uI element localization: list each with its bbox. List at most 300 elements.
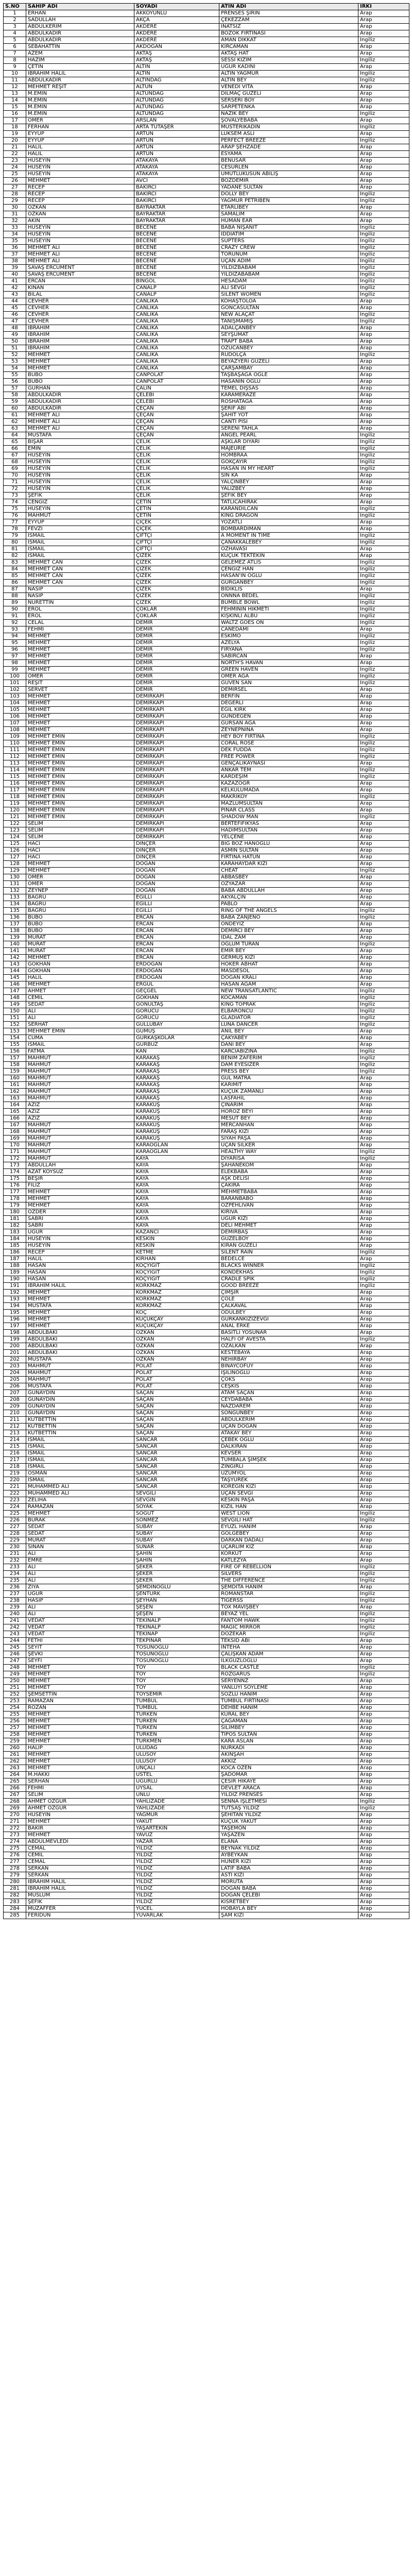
cell-sno: 255: [4, 1711, 26, 1718]
cell-horse-name: TEKSİD ABİ: [219, 1638, 358, 1645]
cell-sno: 151: [4, 1015, 26, 1022]
cell-owner-surname: ULUSOY: [134, 1752, 219, 1758]
cell-owner-name: GÜNAYDIN: [26, 1403, 134, 1410]
table-row: [4, 781, 409, 787]
cell-owner-name: MEHMET: [26, 727, 134, 734]
cell-owner-surname: ÜNÇALI: [134, 1765, 219, 1772]
table-row: [4, 626, 409, 633]
cell-horse-name: AŞKLAR DİYARI: [219, 439, 358, 446]
cell-sno: 59: [4, 399, 26, 405]
cell-horse-name: GÖLGEBEY: [219, 1531, 358, 1537]
table-row: [4, 787, 409, 794]
cell-horse-name: ÖZPEHLİVAN: [219, 1202, 358, 1209]
cell-sno: 93: [4, 626, 26, 633]
table-row: [4, 151, 409, 158]
cell-sno: 28: [4, 191, 26, 198]
cell-owner-name: EMRE: [26, 1557, 134, 1564]
cell-horse-name: A MOMENT IN TIME: [219, 533, 358, 539]
cell-owner-surname: POLAT: [134, 1383, 219, 1390]
cell-sno: 5: [4, 37, 26, 44]
cell-horse-name: ALİ SEVGİ: [219, 285, 358, 292]
table-row: [4, 64, 409, 71]
cell-horse-name: TİGERSS: [219, 1598, 358, 1604]
cell-horse-name: TAŞEMON: [219, 1825, 358, 1832]
cell-owner-surname: ARTUN: [134, 138, 219, 144]
cell-breed: Arap: [358, 1745, 409, 1752]
cell-breed: İngiliz: [358, 513, 409, 519]
cell-owner-name: MAHMUT: [26, 1075, 134, 1082]
cell-owner-surname: DEMİR: [134, 626, 219, 633]
cell-sno: 20: [4, 138, 26, 144]
table-row: [4, 158, 409, 164]
cell-horse-name: ROSHATAĞA: [219, 399, 358, 405]
cell-horse-name: PRENSES ŞİRİN: [219, 10, 358, 17]
cell-breed: Arap: [358, 968, 409, 975]
cell-owner-name: ABDULBAKİ: [26, 1343, 134, 1350]
cell-owner-name: ABDULKADİR: [26, 392, 134, 399]
cell-owner-surname: SANCAR: [134, 1444, 219, 1450]
cell-breed: Arap: [358, 1490, 409, 1497]
cell-owner-name: MEHMET EMİN: [26, 807, 134, 814]
cell-sno: 268: [4, 1799, 26, 1805]
cell-owner-name: HÜSEYİN: [26, 459, 134, 466]
cell-horse-name: MAKRIKOY: [219, 794, 358, 801]
cell-breed: Arap: [358, 1718, 409, 1725]
cell-breed: Arap: [358, 1303, 409, 1310]
cell-owner-name: ABDULKADİR: [26, 30, 134, 37]
cell-owner-name: CUMA: [26, 1035, 134, 1042]
table-row: [4, 1156, 409, 1162]
table-row: [4, 1477, 409, 1484]
table-row: [4, 1705, 409, 1711]
cell-sno: 152: [4, 1022, 26, 1028]
cell-sno: 262: [4, 1758, 26, 1765]
cell-sno: 85: [4, 573, 26, 580]
table-row: [4, 1357, 409, 1363]
cell-breed: Arap: [358, 1819, 409, 1825]
cell-owner-name: SELİM: [26, 1792, 134, 1799]
cell-sno: 90: [4, 606, 26, 613]
cell-horse-name: ADALÇANBEY: [219, 325, 358, 332]
cell-owner-surname: SUBAY: [134, 1531, 219, 1537]
cell-breed: Arap: [358, 1457, 409, 1464]
cell-sno: 274: [4, 1839, 26, 1845]
cell-owner-surname: ÇELEBİ: [134, 392, 219, 399]
cell-breed: Arap: [358, 1886, 409, 1892]
cell-owner-surname: AKDERE: [134, 24, 219, 30]
table-row: [4, 1711, 409, 1718]
cell-sno: 254: [4, 1705, 26, 1711]
table-row: [4, 1517, 409, 1524]
cell-owner-surname: EĞİLLİ: [134, 894, 219, 901]
cell-sno: 50: [4, 338, 26, 345]
cell-owner-surname: POLAT: [134, 1363, 219, 1370]
cell-breed: Arap: [358, 1504, 409, 1511]
cell-breed: Arap: [358, 64, 409, 71]
table-row: [4, 1410, 409, 1417]
cell-horse-name: ÇAĞAMAN: [219, 1718, 358, 1725]
cell-horse-name: ÖMER AĞA: [219, 673, 358, 680]
cell-owner-name: BAĞRU: [26, 908, 134, 914]
cell-owner-name: MEHMET EMİN: [26, 781, 134, 787]
table-row: [4, 955, 409, 961]
cell-sno: 265: [4, 1778, 26, 1785]
cell-horse-name: GÜRSAN AĞA: [219, 720, 358, 727]
cell-horse-name: HOBAYLA BEY: [219, 1906, 358, 1912]
cell-owner-surname: GÜLLÜBAY: [134, 1022, 219, 1028]
cell-breed: İngiliz: [358, 285, 409, 292]
cell-sno: 58: [4, 392, 26, 399]
cell-owner-name: ERCAN: [26, 278, 134, 285]
cell-breed: Arap: [358, 164, 409, 171]
cell-breed: Arap: [358, 1129, 409, 1136]
table-row: [4, 1196, 409, 1202]
cell-horse-name: HESADAM: [219, 278, 358, 285]
table-row: [4, 1464, 409, 1470]
cell-breed: Arap: [358, 1531, 409, 1537]
cell-owner-name: ABDULBAKİ: [26, 1350, 134, 1357]
cell-breed: İngiliz: [358, 613, 409, 620]
cell-breed: İngiliz: [358, 1578, 409, 1584]
cell-owner-name: KUTBETTİN: [26, 1423, 134, 1430]
cell-sno: 37: [4, 251, 26, 258]
cell-owner-name: GÜNAYDIN: [26, 1397, 134, 1403]
cell-horse-name: GÜL MATRA: [219, 1075, 358, 1082]
cell-horse-name: BASİTLİ YOSUNAR: [219, 1330, 358, 1336]
cell-owner-surname: GÜRBÜZ: [134, 1042, 219, 1048]
cell-owner-name: MAHMUT: [26, 1370, 134, 1377]
cell-owner-name: MAHMUT: [26, 1089, 134, 1095]
cell-owner-name: REŞİT: [26, 680, 134, 687]
cell-owner-name: İSMAİL: [26, 533, 134, 539]
table-row: [4, 506, 409, 513]
cell-horse-name: ROZGARUS: [219, 1671, 358, 1678]
table-row: [4, 995, 409, 1002]
cell-sno: 3: [4, 24, 26, 30]
cell-breed: Arap: [358, 928, 409, 935]
cell-owner-name: ABDULKADİR: [26, 77, 134, 84]
table-row: [4, 1136, 409, 1142]
cell-owner-surname: YILDIZ: [134, 1845, 219, 1852]
cell-breed: İngiliz: [358, 1571, 409, 1578]
cell-horse-name: AYBEYKAN: [219, 1852, 358, 1859]
cell-owner-surname: YILDIZ: [134, 1866, 219, 1872]
cell-breed: İngiliz: [358, 452, 409, 459]
cell-owner-name: MEHMET REŞİT: [26, 84, 134, 91]
cell-horse-name: RING OF THE ANGELS: [219, 908, 358, 914]
cell-horse-name: UĞUR KADINI: [219, 64, 358, 71]
cell-breed: Arap: [358, 1752, 409, 1758]
table-row: [4, 1511, 409, 1517]
cell-owner-surname: SAÇAN: [134, 1397, 219, 1403]
cell-horse-name: HUMAN EAR: [219, 218, 358, 225]
table-row: [4, 178, 409, 184]
cell-sno: 142: [4, 955, 26, 961]
cell-breed: İngiliz: [358, 988, 409, 995]
table-row: [4, 606, 409, 613]
cell-owner-name: VEDAT: [26, 1631, 134, 1638]
cell-owner-surname: KÜÇÜKÇAY: [134, 1316, 219, 1323]
cell-sno: 107: [4, 720, 26, 727]
cell-owner-surname: SAÇAN: [134, 1410, 219, 1417]
cell-breed: Arap: [358, 1290, 409, 1296]
table-row: [4, 211, 409, 218]
cell-horse-name: ARAP ŞEHZADE: [219, 144, 358, 151]
cell-owner-name: MEHMET EMİN: [26, 794, 134, 801]
cell-owner-surname: TUMBUL: [134, 1698, 219, 1705]
cell-owner-name: MEHMET ALİ: [26, 251, 134, 258]
cell-owner-name: ALİ: [26, 1604, 134, 1611]
cell-breed: Arap: [358, 1792, 409, 1799]
cell-breed: Arap: [358, 981, 409, 988]
cell-owner-name: İSMAİL: [26, 1444, 134, 1450]
cell-sno: 40: [4, 272, 26, 278]
cell-sno: 263: [4, 1765, 26, 1772]
table-row: [4, 754, 409, 760]
header-sno: S.NO: [4, 4, 26, 10]
cell-breed: Arap: [358, 1732, 409, 1738]
cell-owner-name: CELAL: [26, 620, 134, 626]
cell-owner-name: İSMAİL: [26, 1457, 134, 1464]
cell-owner-name: AZAT KÖYSÜZ: [26, 1169, 134, 1176]
cell-breed: Arap: [358, 935, 409, 941]
table-row: [4, 667, 409, 673]
table-row: [4, 77, 409, 84]
table-row: [4, 881, 409, 888]
cell-owner-name: SABRİ: [26, 1223, 134, 1229]
cell-horse-name: SEYŞÜMAT: [219, 332, 358, 338]
cell-owner-surname: AKDOĞAN: [134, 44, 219, 50]
table-row: [4, 861, 409, 868]
cell-breed: Arap: [358, 1872, 409, 1879]
cell-horse-name: CANEDAMI: [219, 626, 358, 633]
cell-horse-name: MAGIC MIRROR: [219, 1624, 358, 1631]
cell-sno: 22: [4, 151, 26, 158]
cell-horse-name: CORAL ROSE: [219, 740, 358, 747]
cell-sno: 29: [4, 198, 26, 205]
cell-owner-surname: ÇELİK: [134, 452, 219, 459]
cell-owner-surname: ŞEŞEN: [134, 1611, 219, 1618]
cell-horse-name: ÇARŞAMBAY: [219, 365, 358, 372]
cell-sno: 128: [4, 861, 26, 868]
cell-sno: 201: [4, 1350, 26, 1357]
cell-owner-name: BURAK: [26, 1517, 134, 1524]
cell-sno: 191: [4, 1283, 26, 1290]
cell-breed: Arap: [358, 827, 409, 834]
cell-owner-surname: ÇİFTÇİ: [134, 546, 219, 553]
cell-sno: 241: [4, 1618, 26, 1624]
cell-sno: 242: [4, 1624, 26, 1631]
cell-owner-name: SEDAT: [26, 1002, 134, 1008]
cell-owner-name: ALİ: [26, 1551, 134, 1557]
table-row: [4, 184, 409, 191]
cell-sno: 56: [4, 379, 26, 385]
cell-sno: 138: [4, 928, 26, 935]
cell-sno: 63: [4, 426, 26, 432]
cell-owner-name: MEHMET: [26, 1196, 134, 1202]
cell-owner-surname: AKTAŞ: [134, 50, 219, 57]
cell-sno: 77: [4, 519, 26, 526]
cell-sno: 68: [4, 459, 26, 466]
cell-sno: 88: [4, 593, 26, 600]
cell-sno: 104: [4, 700, 26, 707]
cell-owner-surname: CANLIKA: [134, 352, 219, 359]
cell-owner-name: ABDULKADİR: [26, 399, 134, 405]
cell-owner-surname: DİNÇER: [134, 841, 219, 848]
cell-breed: İngiliz: [358, 278, 409, 285]
table-row: [4, 1162, 409, 1169]
cell-breed: Arap: [358, 834, 409, 841]
cell-horse-name: TANIŞMAMIŞ: [219, 318, 358, 325]
cell-owner-surname: KARAKUŞ: [134, 1122, 219, 1129]
cell-breed: Arap: [358, 1075, 409, 1082]
cell-breed: Arap: [358, 486, 409, 493]
cell-owner-surname: ÇİZEK: [134, 580, 219, 586]
cell-sno: 208: [4, 1397, 26, 1403]
cell-owner-name: ÖMER: [26, 117, 134, 124]
cell-horse-name: BABA ZANJENO: [219, 914, 358, 921]
cell-owner-surname: KAYA: [134, 1182, 219, 1189]
cell-owner-surname: CANLIKA: [134, 298, 219, 305]
cell-horse-name: SARPETENKA: [219, 104, 358, 111]
cell-breed: Arap: [358, 626, 409, 633]
cell-owner-surname: BAYRAKTAR: [134, 218, 219, 225]
table-row: [4, 1169, 409, 1176]
cell-owner-name: MEHMET: [26, 1290, 134, 1296]
table-row: [4, 419, 409, 426]
table-row: [4, 801, 409, 807]
cell-owner-name: ALİ: [26, 1008, 134, 1015]
table-row: [4, 1397, 409, 1403]
cell-owner-surname: BECENE: [134, 225, 219, 231]
table-row: [4, 600, 409, 606]
cell-breed: Arap: [358, 1202, 409, 1209]
cell-owner-name: HÜSEYİN: [26, 472, 134, 479]
table-row: [4, 412, 409, 419]
table-row: [4, 586, 409, 593]
cell-owner-surname: DEMİRKAPI: [134, 767, 219, 774]
cell-horse-name: AŞK DELİSİ: [219, 1176, 358, 1182]
table-row: [4, 1799, 409, 1805]
cell-owner-name: MAHMUT: [26, 513, 134, 519]
cell-sno: 283: [4, 1899, 26, 1906]
cell-owner-surname: ÇELİK: [134, 493, 219, 499]
cell-owner-surname: ÇELİK: [134, 466, 219, 472]
cell-breed: Arap: [358, 526, 409, 533]
cell-horse-name: BEYAZ YEL: [219, 1611, 358, 1618]
cell-owner-surname: ÖZKAN: [134, 1350, 219, 1357]
table-row: [4, 1390, 409, 1397]
cell-owner-name: BİŞAR: [26, 439, 134, 446]
cell-breed: Arap: [358, 1343, 409, 1350]
cell-horse-name: PINAR CLASS: [219, 807, 358, 814]
cell-owner-name: ÖZKAN: [26, 205, 134, 211]
cell-owner-name: ÖMER: [26, 673, 134, 680]
cell-sno: 271: [4, 1819, 26, 1825]
cell-breed: Arap: [358, 1310, 409, 1316]
cell-horse-name: ÇEKEZZAM: [219, 17, 358, 24]
cell-sno: 238: [4, 1598, 26, 1604]
cell-horse-name: KIZIL HAN: [219, 1504, 358, 1511]
cell-breed: Arap: [358, 687, 409, 693]
cell-breed: İngiliz: [358, 124, 409, 131]
cell-sno: 235: [4, 1578, 26, 1584]
cell-owner-name: HÜSEYİN: [26, 238, 134, 245]
table-row: [4, 1832, 409, 1839]
cell-sno: 91: [4, 613, 26, 620]
header-owner-name: SAHİP ADI: [26, 4, 134, 10]
cell-breed: İngiliz: [358, 573, 409, 580]
cell-sno: 264: [4, 1772, 26, 1778]
cell-horse-name: AMAN DİKKAT: [219, 37, 358, 44]
cell-owner-name: İBRAHİM HALİL: [26, 1879, 134, 1886]
cell-owner-surname: ÇELİK: [134, 486, 219, 493]
table-row: [4, 1243, 409, 1249]
cell-breed: Arap: [358, 365, 409, 372]
cell-owner-surname: SUNAR: [134, 1544, 219, 1551]
cell-horse-name: YAĞMUR PETRİBEN: [219, 198, 358, 205]
cell-owner-surname: DOĞAN: [134, 888, 219, 894]
table-row: [4, 1544, 409, 1551]
cell-breed: Arap: [358, 1906, 409, 1912]
cell-owner-surname: YILDIZ: [134, 1879, 219, 1886]
cell-owner-name: MEHMET EMİN: [26, 747, 134, 754]
cell-sno: 196: [4, 1316, 26, 1323]
cell-owner-surname: ŞENTÜRK: [134, 1591, 219, 1598]
cell-breed: Arap: [358, 854, 409, 861]
cell-breed: Arap: [358, 1879, 409, 1886]
cell-sno: 119: [4, 801, 26, 807]
cell-sno: 51: [4, 345, 26, 352]
cell-horse-name: SERSERİ BOY: [219, 97, 358, 104]
table-row: [4, 426, 409, 432]
cell-breed: Arap: [358, 1430, 409, 1437]
cell-breed: Arap: [358, 848, 409, 854]
table-row: [4, 1725, 409, 1732]
table-row: [4, 533, 409, 539]
cell-horse-name: DEMİRCİ BEY: [219, 928, 358, 935]
cell-breed: İngiliz: [358, 77, 409, 84]
cell-owner-name: GÖKHAN: [26, 968, 134, 975]
cell-owner-surname: KAYA: [134, 1223, 219, 1229]
table-row: [4, 1490, 409, 1497]
cell-horse-name: PRESS BEY: [219, 1069, 358, 1075]
cell-owner-surname: BECENE: [134, 258, 219, 265]
cell-sno: 121: [4, 814, 26, 821]
cell-owner-surname: ÇELİK: [134, 479, 219, 486]
cell-sno: 42: [4, 285, 26, 292]
cell-horse-name: CHEAT: [219, 868, 358, 874]
cell-horse-name: ASTİ KIZI: [219, 1872, 358, 1879]
cell-breed: İngiliz: [358, 539, 409, 546]
cell-sno: 211: [4, 1417, 26, 1423]
cell-horse-name: ÖDÜLBEY: [219, 1310, 358, 1316]
table-row: [4, 1283, 409, 1290]
cell-owner-surname: ÇETİN: [134, 513, 219, 519]
cell-owner-name: AZİZ: [26, 1115, 134, 1122]
cell-owner-name: CENGİZ: [26, 499, 134, 506]
cell-owner-surname: KARAKUŞ: [134, 1129, 219, 1136]
cell-horse-name: BEDELCE: [219, 1256, 358, 1263]
cell-owner-name: MEHMET: [26, 700, 134, 707]
cell-owner-surname: KAYA: [134, 1162, 219, 1169]
cell-owner-surname: DİNÇER: [134, 854, 219, 861]
cell-horse-name: SEVGİLİ HAT: [219, 1517, 358, 1524]
cell-owner-name: MEHMET: [26, 868, 134, 874]
cell-owner-name: MAHMUT: [26, 1377, 134, 1383]
cell-owner-name: MEHMET EMİN: [26, 787, 134, 794]
cell-owner-surname: ÇİÇEK: [134, 526, 219, 533]
